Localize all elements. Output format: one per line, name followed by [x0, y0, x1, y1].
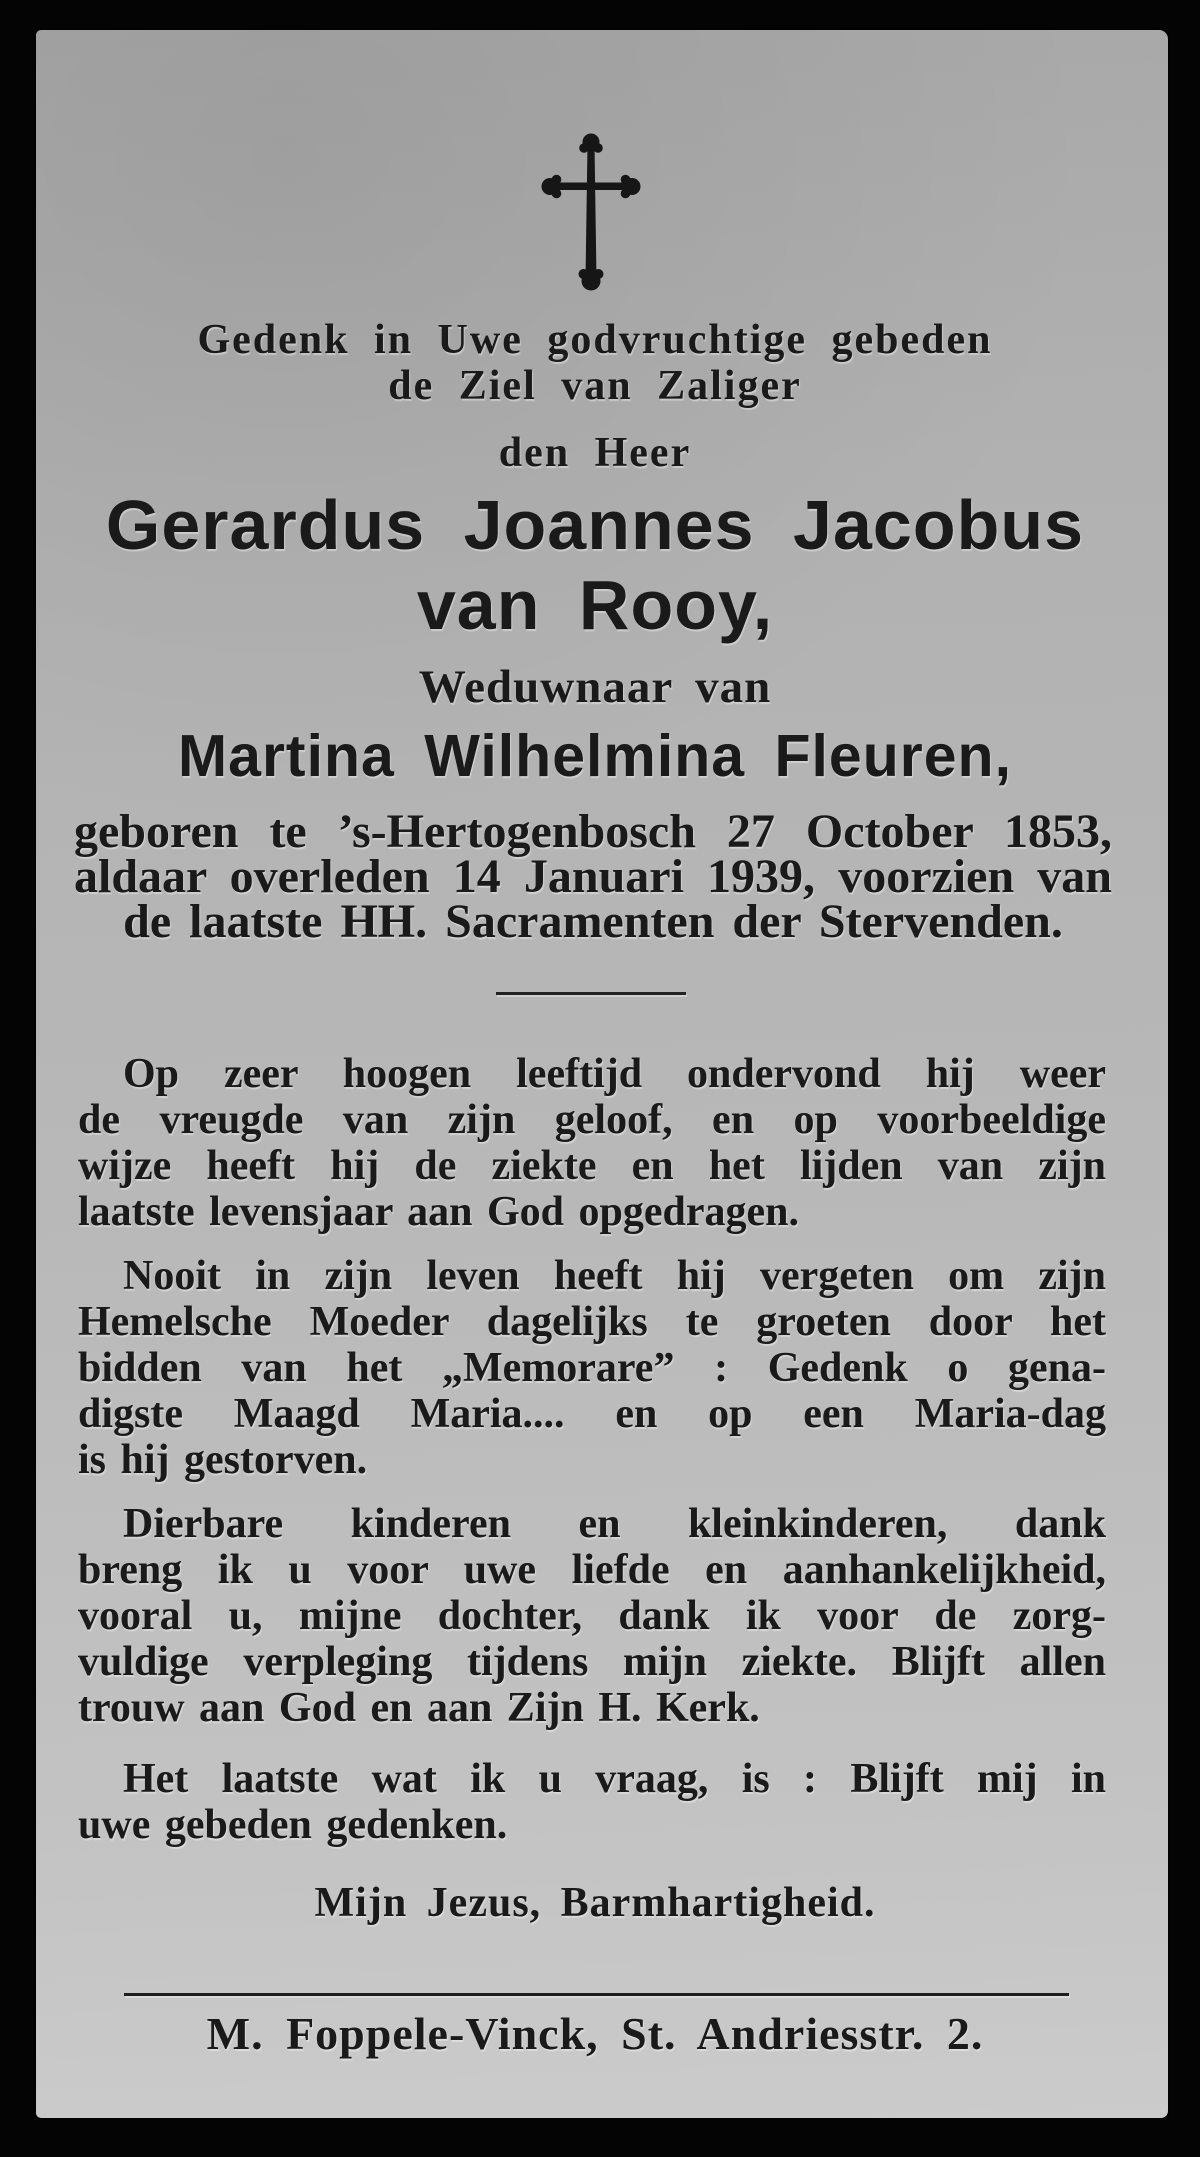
memorial-card [36, 30, 1168, 2118]
paragraph-line: laatste levensjaar aan God opgedragen. [78, 1189, 800, 1235]
paragraph-line: trouw aan God en aan Zijn H. Kerk. [78, 1685, 760, 1731]
vitals-line: aldaar overleden 14 Januari 1939, voorzien van [74, 850, 1112, 903]
spouse-name: Martina Wilhelmina Fleuren, [178, 723, 1012, 789]
deceased-name-line: van Rooy, [416, 566, 774, 644]
paragraph [78, 1051, 1106, 1235]
relation-label: Weduwnaar van [418, 661, 772, 713]
vitals-line: geboren te ’s-Hertogenbosch 27 October 1853, [74, 805, 1112, 858]
header-line: Gedenk in Uwe godvruchtige gebeden [197, 317, 993, 363]
paragraph-line: de vreugde van zijn geloof, en op voorbeeldige [78, 1097, 1106, 1143]
paragraph [78, 1253, 1106, 1483]
header-line: de Ziel van Zaliger [388, 363, 802, 409]
footer-rule [124, 1993, 1069, 1996]
deceased-name [36, 485, 1154, 645]
paragraph-line: bidden van het „Memorare” : Gedenk o gena- [78, 1345, 1106, 1391]
paragraph-line: uwe gebeden gedenken. [78, 1802, 508, 1848]
paragraph [78, 1756, 1106, 1848]
paragraph-line: vuldige verpleging tijdens mijn ziekte. Blijft allen [78, 1639, 1106, 1685]
paragraph-line: digste Maagd Maria.... en op een Maria-dag [78, 1391, 1106, 1437]
deceased-name-line: Gerardus Joannes Jacobus [105, 486, 1085, 564]
paragraph-line: Hemelsche Moeder dagelijks te groeten door het [78, 1299, 1106, 1345]
paragraph-line: Nooit in zijn leven heeft hij vergeten om zijn [123, 1253, 1106, 1299]
closing-prayer: Mijn Jezus, Barmhartigheid. [314, 1880, 876, 1926]
footer-imprint: M. Foppele-Vinck, St. Andriesstr. 2. [206, 2008, 984, 2059]
paragraph-line: Het laatste wat ik u vraag, is : Blijft mij in [123, 1756, 1106, 1802]
section-divider [496, 992, 686, 995]
paragraph-line: is hij gestorven. [78, 1437, 368, 1483]
paragraph-line: breng ik u voor uwe liefde en aanhankelijkheid, [78, 1547, 1106, 1593]
paragraph [78, 1501, 1106, 1731]
paragraph-line: vooral u, mijne dochter, dank ik voor de zorg- [78, 1593, 1106, 1639]
paragraph-line: Op zeer hoogen leeftijd ondervond hij weer [123, 1051, 1106, 1097]
vitals-line: de laatste HH. Sacramenten der Stervenden. [123, 895, 1063, 948]
paragraph-line: Dierbare kinderen en kleinkinderen, dank [123, 1501, 1106, 1547]
budded-cross-icon [541, 133, 641, 291]
invocation-header [36, 317, 1154, 409]
vitals-block [74, 805, 1112, 948]
header-line-den-heer: den Heer [498, 430, 692, 476]
paragraph-line: wijze heeft hij de ziekte en het lijden van zijn [78, 1143, 1106, 1189]
